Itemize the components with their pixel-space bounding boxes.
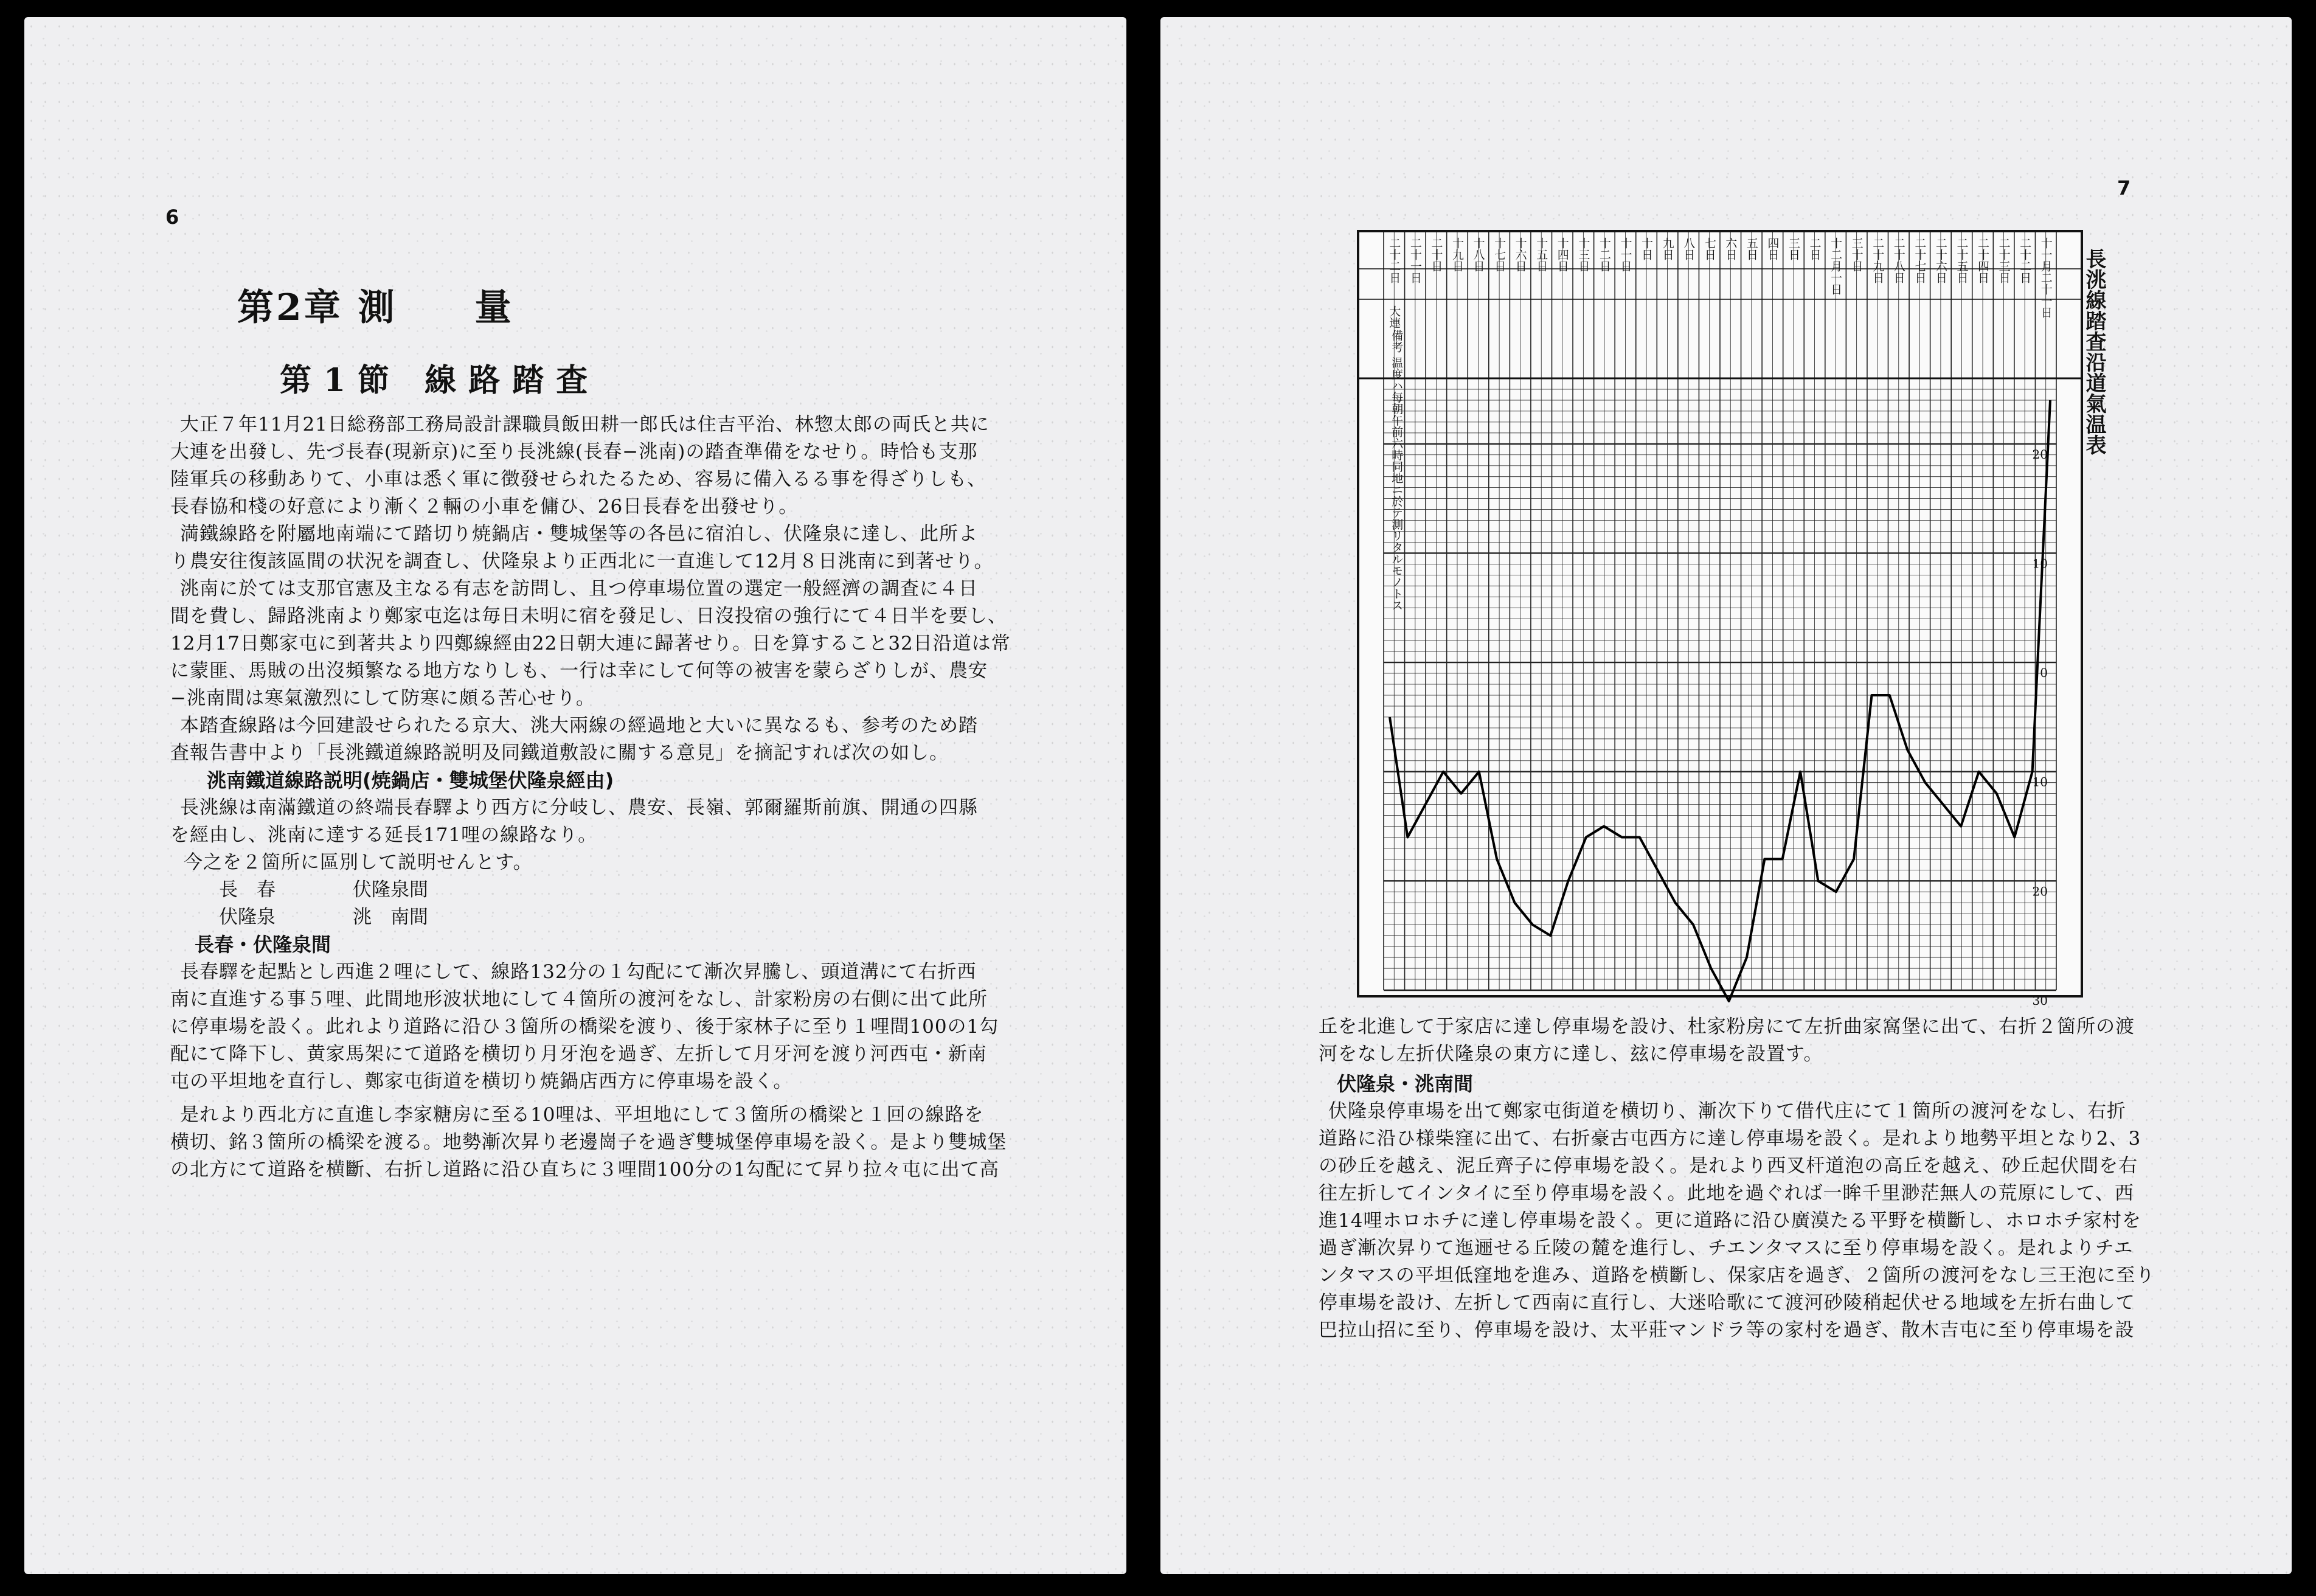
text-line: の北方にて道路を横斷、右折し道路に沿ひ直ちに３哩間100分の1勾配にて昇り拉々屯に出て高 xyxy=(170,1159,999,1181)
date-label: 四日 xyxy=(1766,237,1780,260)
date-label: 十四日 xyxy=(1555,237,1569,272)
date-label: 二十二日 xyxy=(2018,237,2032,283)
subhead-choshun-fukuryusen: 長春・伏隆泉間 xyxy=(195,933,331,956)
date-label: 六日 xyxy=(1724,237,1738,260)
text-line: 巴拉山招に至り、停車場を設け、太平莊マンドラ等の家村を過ぎ、散木吉屯に至り停車場を設 xyxy=(1319,1319,2135,1341)
text-line: 配にて降下し、黄家馬架にて道路を横切り月牙泡を過ぎ、左折して月牙河を渡り河西屯・新南 xyxy=(170,1043,987,1065)
date-label: 十二日 xyxy=(1597,237,1611,272)
subhead-tonan-line: 洮南鐵道線路説明(焼鍋店・雙城堡伏隆泉經由) xyxy=(207,769,614,792)
date-label: 二十六日 xyxy=(1933,237,1947,283)
date-label: 十五日 xyxy=(1534,237,1548,272)
page-number: 6 xyxy=(165,206,179,229)
text-line: 進14哩ホロホチに達し停車場を設く。更に道路に沿ひ廣漠たる平野を横斷し、ホロホチ家村を xyxy=(1319,1210,2141,1232)
date-label: 十七日 xyxy=(1493,237,1506,272)
text-line: ンタマスの平坦低窪地を進み、道路を横斷し、保家店を過ぎ、２箇所の渡河をなし三王泡に至り xyxy=(1319,1265,2155,1286)
route-to: 伏隆泉間 xyxy=(353,879,428,901)
text-line: 間を費し、歸路洮南より鄭家屯迄は毎日未明に宿を發足し、日沒投宿の強行にて４日半を要し、 xyxy=(170,605,1007,627)
text-line: 満鐵線路を附屬地南端にて踏切り焼鍋店・雙城堡等の各邑に宿泊し、伏隆泉に達し、此所よ xyxy=(180,523,978,545)
text-line: に停車場を設く。此れより道路に沿ひ３箇所の橋梁を渡り、後于家林子に至り１哩間100の1勾 xyxy=(170,1016,999,1038)
temperature-chart-svg xyxy=(1359,232,2081,1008)
text-line: 南に直進する事５哩、此間地形波状地にして４箇所の渡河をなし、計家粉房の右側に出て此所 xyxy=(170,988,988,1010)
text-line: 長春驛を起點とし西進２哩にして、線路132分の１勾配にて漸次昇騰し、頭道溝にて右折西 xyxy=(180,961,977,983)
text-line: 査報告書中より「長洮鐵道線路説明及同鐵道敷設に關する意見」を摘記すれば次の如し。 xyxy=(170,742,949,764)
date-label: 八日 xyxy=(1682,237,1696,260)
date-label: 二十八日 xyxy=(1891,237,1905,283)
date-label: 二十日 xyxy=(1429,237,1443,272)
text-line: 長洮線は南滿鐵道の終端長春驛より西方に分岐し、農安、長嶺、郭爾羅斯前旗、開通の四縣 xyxy=(180,797,978,819)
right-page xyxy=(1160,17,2292,1574)
chart-title-text: 長洮線踏査沿道氣温表 xyxy=(2082,248,2106,455)
date-label: 五日 xyxy=(1744,237,1758,260)
date-label: 十三日 xyxy=(1576,237,1590,272)
section-title: 第1節 線路踏査 xyxy=(280,362,600,399)
text-line: 12月17日鄭家屯に到著共より四鄭線經由22日朝大連に歸著せり。日を算すること32日沿道は常 xyxy=(170,633,1011,654)
left-page xyxy=(24,17,1126,1574)
date-label: 二日 xyxy=(1808,237,1822,260)
text-line: 大連を出發し、先づ長春(現新京)に至り長洮線(長春−洮南)の踏査準備をなせり。時恰も支那 xyxy=(170,441,978,463)
chapter-title: 第2章 測 量 xyxy=(237,286,514,329)
text-line: を經由し、洮南に達する延長171哩の線路なり。 xyxy=(170,824,598,846)
route-to: 洮 南間 xyxy=(353,906,428,928)
date-label: 十一日 xyxy=(1618,237,1632,272)
chart-title xyxy=(2080,248,2108,461)
y-tick-label: 10 xyxy=(2032,556,2048,571)
text-line: 丘を北進して于家店に達し停車場を設け、杜家粉房にて左折曲家窩堡に出て、右折２箇所の渡 xyxy=(1319,1016,2135,1038)
route-from: 長 春 xyxy=(219,879,276,901)
text-line: 道路に沿ひ様柴窪に出て、右折豪古屯西方に達し停車場を設く。是れより地勢平坦となり2、3 xyxy=(1319,1128,2141,1150)
text-line: り農安往復該區間の状況を調査し、伏隆泉より正西北に一直進して12月８日洮南に到著せり。 xyxy=(170,550,994,572)
date-label: 七日 xyxy=(1702,237,1716,260)
y-tick-label: 20 xyxy=(2032,446,2048,462)
route-from: 伏隆泉 xyxy=(219,906,276,928)
subhead-fukuryusen-tonan: 伏隆泉・洮南間 xyxy=(1337,1072,1474,1095)
date-label: 十六日 xyxy=(1513,237,1527,272)
text-line: 是れより西北方に直進し李家糖房に至る10哩は、平坦地にして３箇所の橋梁と１回の線路を xyxy=(180,1104,984,1126)
date-label: 十二月一日 xyxy=(1829,237,1843,295)
text-line: 陸軍兵の移動ありて、小車は悉く軍に徴發せられたるため、容易に備入るる事を得ざりしも、 xyxy=(170,468,987,490)
date-label: 十一月二十一日 xyxy=(2039,237,2053,318)
text-line: 屯の平坦地を直行し、鄭家屯街道を横切り焼鍋店西方に停車場を設く。 xyxy=(170,1070,793,1092)
text-line: −洮南間は寒氣激烈にして防寒に頗る苦心せり。 xyxy=(170,687,595,709)
place-label: 大連 xyxy=(1387,305,1401,328)
date-label: 二十四日 xyxy=(1976,237,1990,283)
date-label: 三日 xyxy=(1786,237,1800,260)
text-line: 洮南に於ては支那官憲及主なる有志を訪問し、且つ停車場位置の選定一般經濟の調査に４日 xyxy=(180,578,978,600)
date-label: 二十一日 xyxy=(1408,237,1422,283)
text-line: 長春協和棧の好意により漸く２輛の小車を傭ひ、26日長春を出發せり。 xyxy=(170,496,799,518)
temperature-chart xyxy=(1357,230,2083,1008)
text-line: 本踏査線路は今回建設せられたる京大、洮大兩線の經過地と大いに異なるも、参考のため踏 xyxy=(180,715,978,737)
y-tick-label: 30 xyxy=(2032,993,2048,1008)
page-number: 7 xyxy=(2117,176,2131,200)
text-line: 往左折してインタイに至り停車場を設く。此地を過ぐれば一眸千里渺茫無人の荒原にして、西 xyxy=(1319,1182,2134,1204)
text-line: 今之を２箇所に區別して説明せんとす。 xyxy=(184,852,533,873)
text-line: 河をなし左折伏隆泉の東方に達し、玆に停車場を設置す。 xyxy=(1319,1043,1823,1065)
text-line: の砂丘を越え、泥丘齊子に停車場を設く。是れより西叉杆道泡の高丘を越え、砂丘起伏間を右 xyxy=(1319,1155,2138,1177)
date-label: 二十七日 xyxy=(1913,237,1927,283)
text-line: に蒙匪、馬賊の出沒頻繁なる地方なりしも、一行は幸にして何等の被害を蒙らざりしが、農安 xyxy=(170,660,988,682)
date-label: 九日 xyxy=(1660,237,1674,260)
y-tick-label: 0 xyxy=(2040,665,2048,681)
text-line: 伏隆泉停車場を出て鄭家屯街道を横切り、漸次下りて借代庄にて１箇所の渡河をなし、右折 xyxy=(1328,1100,2126,1122)
y-tick-label: 20 xyxy=(2032,884,2048,899)
text-line: 停車場を設け、左折して西南に直行し、大迷哈歌にて渡河砂陵稍起伏せる地域を左折右曲して xyxy=(1319,1292,2135,1314)
date-label: 二十五日 xyxy=(1955,237,1969,283)
date-label: 十日 xyxy=(1640,237,1654,260)
date-label: 二十九日 xyxy=(1871,237,1885,283)
text-line: 大正７年11月21日総務部工務局設計課職員飯田耕一郎氏は住吉平治、林惣太郎の両氏と共に xyxy=(180,414,990,435)
text-line: 横切、銘３箇所の橋梁を渡る。地勢漸次昇り老邊崗子を過ぎ雙城堡停車場を設く。是より雙城堡 xyxy=(170,1131,1007,1153)
y-tick-label: 10 xyxy=(2032,774,2048,789)
date-label: 十八日 xyxy=(1471,237,1485,272)
date-label: 三十日 xyxy=(1850,237,1864,272)
date-label: 十九日 xyxy=(1450,237,1464,272)
text-line: 過ぎ漸次昇りて迤逦せる丘陵の麓を進行し、チエンタマスに至り停車場を設く。是れよりチエ xyxy=(1319,1237,2134,1259)
date-label: 二十三日 xyxy=(1997,237,2011,283)
chart-remark: 備考 温度ハ每朝午前六時同地ニ於テ測リタルモノトス xyxy=(1390,330,1404,611)
date-label: 二十二日 xyxy=(1387,237,1401,283)
